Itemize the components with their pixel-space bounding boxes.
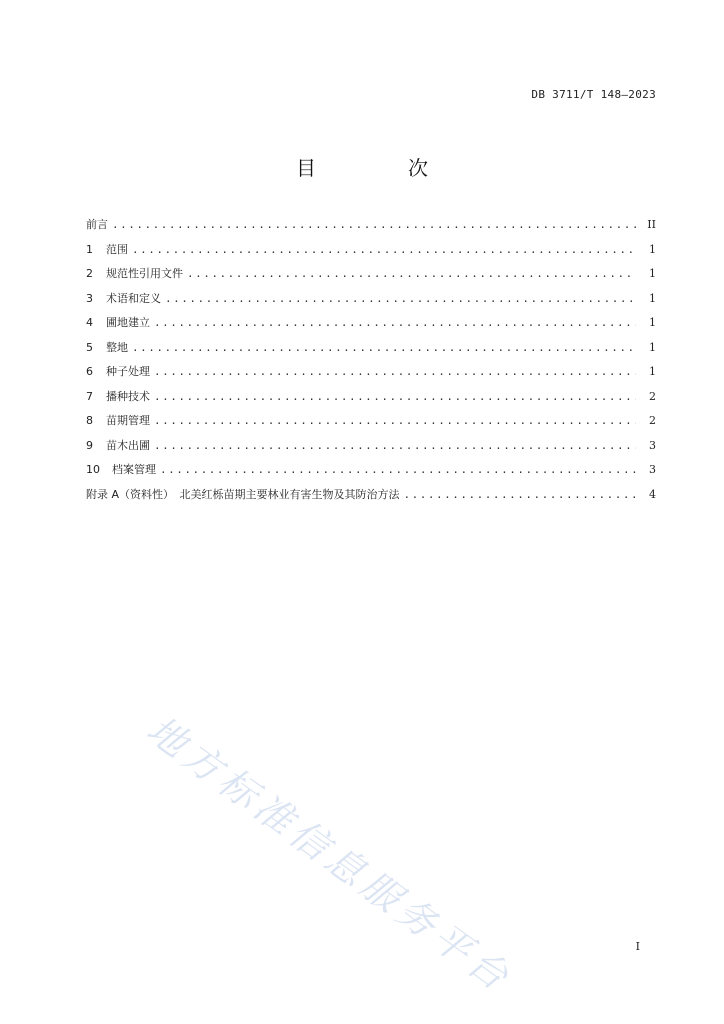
toc-entry-label: 苗木出圃 [106,438,150,452]
toc-entry-records-management[interactable] [86,463,656,488]
table-of-contents [86,218,656,512]
toc-entry-page: 3 [649,463,656,476]
toc-entry-terms-definitions[interactable] [86,292,656,317]
toc-entry-label: 种子处理 [106,365,150,378]
toc-entry-seed-treatment[interactable] [86,365,656,390]
toc-leader-dots [165,292,636,306]
toc-entry-label: 附录 A（资料性） 北美红栎苗期主要林业有害生物及其防治方法 [86,487,400,501]
toc-leader-dots [154,316,636,330]
toc-entry-page: 2 [649,414,656,427]
toc-title: 目 次 [296,156,464,180]
toc-entry-label: 苗期管理 [106,414,150,427]
toc-entry-page: 1 [649,365,656,378]
document-code: DB 3711/T 148—2023 [531,88,656,101]
toc-entry-number: 1 [86,242,93,256]
toc-entry-page: II [647,218,656,231]
toc-entry-number: 7 [86,389,93,403]
toc-entry-number: 4 [86,316,93,329]
toc-entry-label: 前言 [86,218,108,231]
toc-leader-dots [154,365,636,379]
toc-entry-seedling-management[interactable] [86,414,656,439]
toc-leader-dots [404,488,636,502]
watermark-text: 地方标准信息服务平台 [138,707,521,1002]
toc-entry-number: 8 [86,414,93,427]
toc-entry-page: 4 [649,487,656,501]
toc-entry-page: 1 [649,242,656,256]
toc-entry-number: 6 [86,365,93,378]
toc-entry-page: 2 [649,389,656,403]
toc-leader-dots [154,439,636,453]
toc-entry-label: 档案管理 [112,463,156,476]
toc-entry-label: 圃地建立 [106,316,150,329]
toc-entry-nursery-establishment[interactable] [86,316,656,341]
toc-entry-label: 规范性引用文件 [106,267,183,280]
toc-entry-number: 3 [86,291,93,305]
toc-entry-scope[interactable] [86,243,656,268]
page-number: I [635,940,640,953]
toc-entry-normative-references[interactable] [86,267,656,292]
toc-entry-seedling-lifting[interactable] [86,439,656,464]
toc-entry-label: 范围 [106,242,128,256]
toc-leader-dots [160,463,636,477]
toc-entry-page: 3 [649,438,656,452]
toc-entry-number: 10 [86,463,100,476]
toc-entry-sowing-technique[interactable] [86,390,656,415]
toc-leader-dots [154,414,636,428]
toc-entry-label: 播种技术 [106,389,150,403]
toc-entry-number: 5 [86,340,93,354]
toc-leader-dots [132,341,636,355]
toc-entry-label: 整地 [106,340,128,354]
toc-entry-number: 2 [86,267,93,280]
toc-entry-page: 1 [649,267,656,280]
toc-entry-foreword[interactable] [86,218,656,243]
toc-entry-appendix-a[interactable] [86,488,656,513]
toc-entry-page: 1 [649,316,656,329]
toc-leader-dots [154,390,636,404]
toc-leader-dots [112,218,636,232]
toc-entry-site-preparation[interactable] [86,341,656,366]
toc-leader-dots [132,243,636,257]
toc-entry-page: 1 [649,340,656,354]
toc-entry-page: 1 [649,291,656,305]
toc-leader-dots [187,267,636,281]
toc-entry-label: 术语和定义 [106,291,161,305]
toc-entry-number: 9 [86,438,93,452]
